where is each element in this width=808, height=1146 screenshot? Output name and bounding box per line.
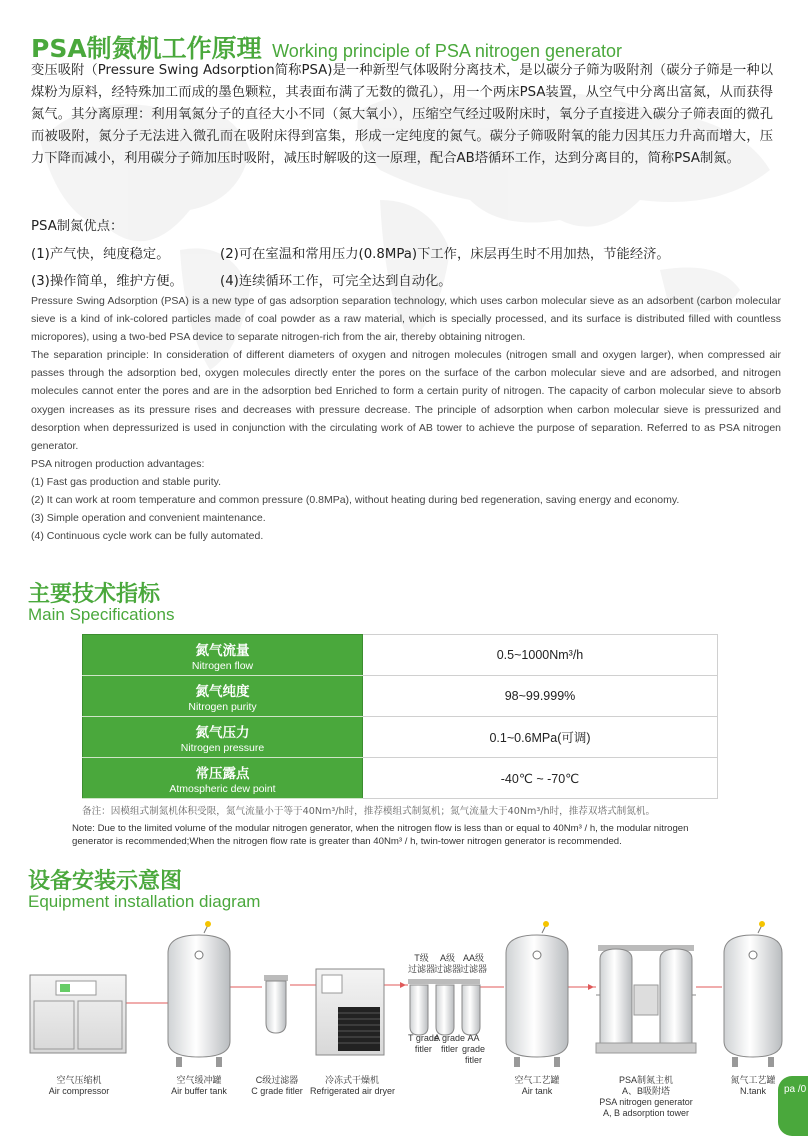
advantage-cn-item-3: (3)操作简单，维护方便。: [31, 274, 183, 289]
page-tab: pa /0: [778, 1076, 808, 1136]
spec-value: 98~99.999%: [363, 676, 718, 717]
spec-label-en: Nitrogen flow: [191, 659, 254, 672]
en-advantage-4: (4) Continuous cycle work can be fully automated.: [31, 530, 264, 543]
advantages-cn-title: PSA制氮优点：: [31, 219, 124, 234]
filter-aa-top-label: AA级 过滤器: [460, 953, 488, 974]
diagram-title-cn: 设备安装示意图: [28, 869, 183, 894]
filter-t-top-label: T级 过滤器: [408, 953, 436, 974]
refrigerated-dryer-icon: [316, 969, 384, 1055]
en-advantage-1: (1) Fast gas production and stable purity.: [31, 475, 222, 488]
c-grade-filter-label: C级过滤器 C grade fitler: [251, 1075, 303, 1096]
filter-a-bottom-label: A grade fitler: [434, 1033, 466, 1054]
table-row: [83, 635, 718, 676]
intro-en-block: [31, 292, 781, 545]
note-cn: 备注：因模组式制氮机体积受限，氮气流量小于等于40Nm³/h时，推荐模组式制氮机；氮气流量大于40Nm³/h时，推荐双塔式制氮机。: [82, 806, 656, 817]
spec-label-cell: [83, 758, 363, 799]
spec-label-cell: [83, 635, 363, 676]
spec-value: 0.1~0.6MPa(可调): [363, 717, 718, 758]
advantages-cn-row-2: [31, 270, 452, 289]
air-compressor-label: 空气压缩机 Air compressor: [48, 1075, 110, 1096]
specs-title-en: Main Specifications: [28, 605, 175, 624]
c-grade-filter-icon: [264, 975, 288, 1033]
table-row: [83, 717, 718, 758]
nitrogen-tank-icon: [724, 921, 782, 1067]
table-row: [83, 676, 718, 717]
en-paragraph-2: The separation principle: In consideration of different diameters of oxygen and nitrogen molecules (nitrogen small and oxygen larger), when compressed air passes through the adsorption bed, oxygen molecules directly enter the pores on the surface of the carbon molecular sieve and are adsorbed, and nitrogen molecules cannot enter the pores and are in the adsorption bed Enriched to form a certain purity of nitrogen. The capacity of carbon molecular sieve to absorb oxygen increases as its pressure rises and decreases with pressure decrease. The principle of adsorption when carbon molecular sieve is pressurized and desorption when depressurized is used in conjunction with the circulating work of AB tower to achieve the purpose of separation. Referred to as PSA nitrogen generator.: [31, 349, 781, 452]
psa-generator-icon: [596, 945, 696, 1053]
spec-label-en: Atmospheric dew point: [169, 782, 276, 795]
specs-title-cn: 主要技术指标: [28, 582, 161, 607]
air-tank-icon: [506, 921, 568, 1067]
advantage-cn-item-4: (4)连续循环工作，可完全达到自动化。: [220, 274, 452, 289]
en-paragraph-1: Pressure Swing Adsorption (PSA) is a new type of gas adsorption separation technology, which uses carbon molecular sieve as an adsorbent (carbon molecular sieve is a kind of ink-colored particles made of coal powder as a raw material, which is specially processed, and its surface is distributed filled with countless micropores), using a two-bed PSA device to separate nitrogen-rich from the air, thereby obtaining nitrogen.: [31, 295, 781, 344]
spec-label-en: Nitrogen pressure: [180, 741, 265, 754]
filter-aa-bottom-label: AA grade fitler: [462, 1033, 486, 1065]
air-compressor-icon: [30, 975, 126, 1053]
title-cn: PSA制氮机工作原理: [31, 34, 262, 63]
spec-label-en: Nitrogen purity: [188, 700, 257, 713]
precision-filters-icon: [408, 979, 480, 1035]
spec-label-cell: [83, 676, 363, 717]
advantage-cn-item-2: (2)可在室温和常用压力(0.8MPa)下工作，床层再生时不用加热，节能经济。: [220, 247, 670, 262]
en-advantage-3: (3) Simple operation and convenient maintenance.: [31, 512, 266, 525]
equipment-diagram: [0, 915, 800, 1141]
filter-t-bottom-label: T grade fitler: [408, 1033, 439, 1054]
table-row: [83, 758, 718, 799]
air-buffer-tank-label: 空气缓冲罐 Air buffer tank: [171, 1075, 227, 1096]
intro-cn-paragraph: 变压吸附（Pressure Swing Adsorption简称PSA)是一种新型气体吸附分离技术，是以碳分子筛为吸附剂（碳分子筛是一种以煤粉为原料，经特殊加工而成的墨色颗粒，其表面布满了无数的微孔），用一个两床PSA装置，从空气中分离出富氮，从而获得氮气。其分离原理：利用氧氮分子的直径大小不同（氮大氧小），压缩空气经过吸附床时，氧分子直接进入碳分子筛表面的微孔而被吸附，氮分子无法进入微孔而在吸附床得到富集，形成一定纯度的氮气。碳分子筛吸附氧的能力因其压力升高而增大，压力下降而减小，利用碳分子筛加压时吸附，减压时解吸的这一原理，配合AB塔循环工作，达到分离目的，简称PSA制氮。: [31, 63, 773, 166]
title-en: Working principle of PSA nitrogen generator: [272, 41, 623, 61]
air-buffer-tank-icon: [168, 921, 230, 1067]
spec-label-cn: 常压露点: [195, 765, 250, 782]
spec-value: -40℃ ~ -70℃: [363, 758, 718, 799]
nitrogen-tank-label: 氮气工艺罐 N.tank: [730, 1075, 776, 1096]
specs-table: [82, 634, 718, 799]
spec-label-cn: 氮气流量: [195, 642, 250, 659]
en-advantages-title: PSA nitrogen production advantages:: [31, 457, 205, 470]
diagram-title-en: Equipment installation diagram: [28, 892, 261, 911]
en-advantage-2: (2) It can work at room temperature and common pressure (0.8MPa), without heating during bed regeneration, saving energy and economy.: [31, 494, 680, 507]
air-tank-label: 空气工艺罐 Air tank: [514, 1075, 560, 1096]
note-en: Note: Due to the limited volume of the modular nitrogen generator, when the nitrogen flow is less than or equal to 40Nm³ / h, the modular nitrogen generator is recommended;When the nitrogen flow rate is greater than 40Nm³ / h, twin-tower nitrogen generator is recommended.: [72, 823, 689, 847]
filter-a-top-label: A级 过滤器: [434, 953, 462, 974]
refrigerated-dryer-label: 冷冻式干燥机 Refrigerated air dryer: [310, 1075, 396, 1096]
spec-value: 0.5~1000Nm³/h: [363, 635, 718, 676]
spec-label-cn: 氮气压力: [195, 724, 250, 741]
advantage-cn-item-1: (1)产气快，纯度稳定。: [31, 247, 170, 262]
spec-label-cell: [83, 717, 363, 758]
advantages-cn-row-1: [31, 243, 670, 262]
psa-generator-label: PSA制氮主机 A、B吸附塔 PSA nitrogen generator A, B adsorption tower: [599, 1075, 693, 1118]
spec-label-cn: 氮气纯度: [195, 683, 250, 700]
